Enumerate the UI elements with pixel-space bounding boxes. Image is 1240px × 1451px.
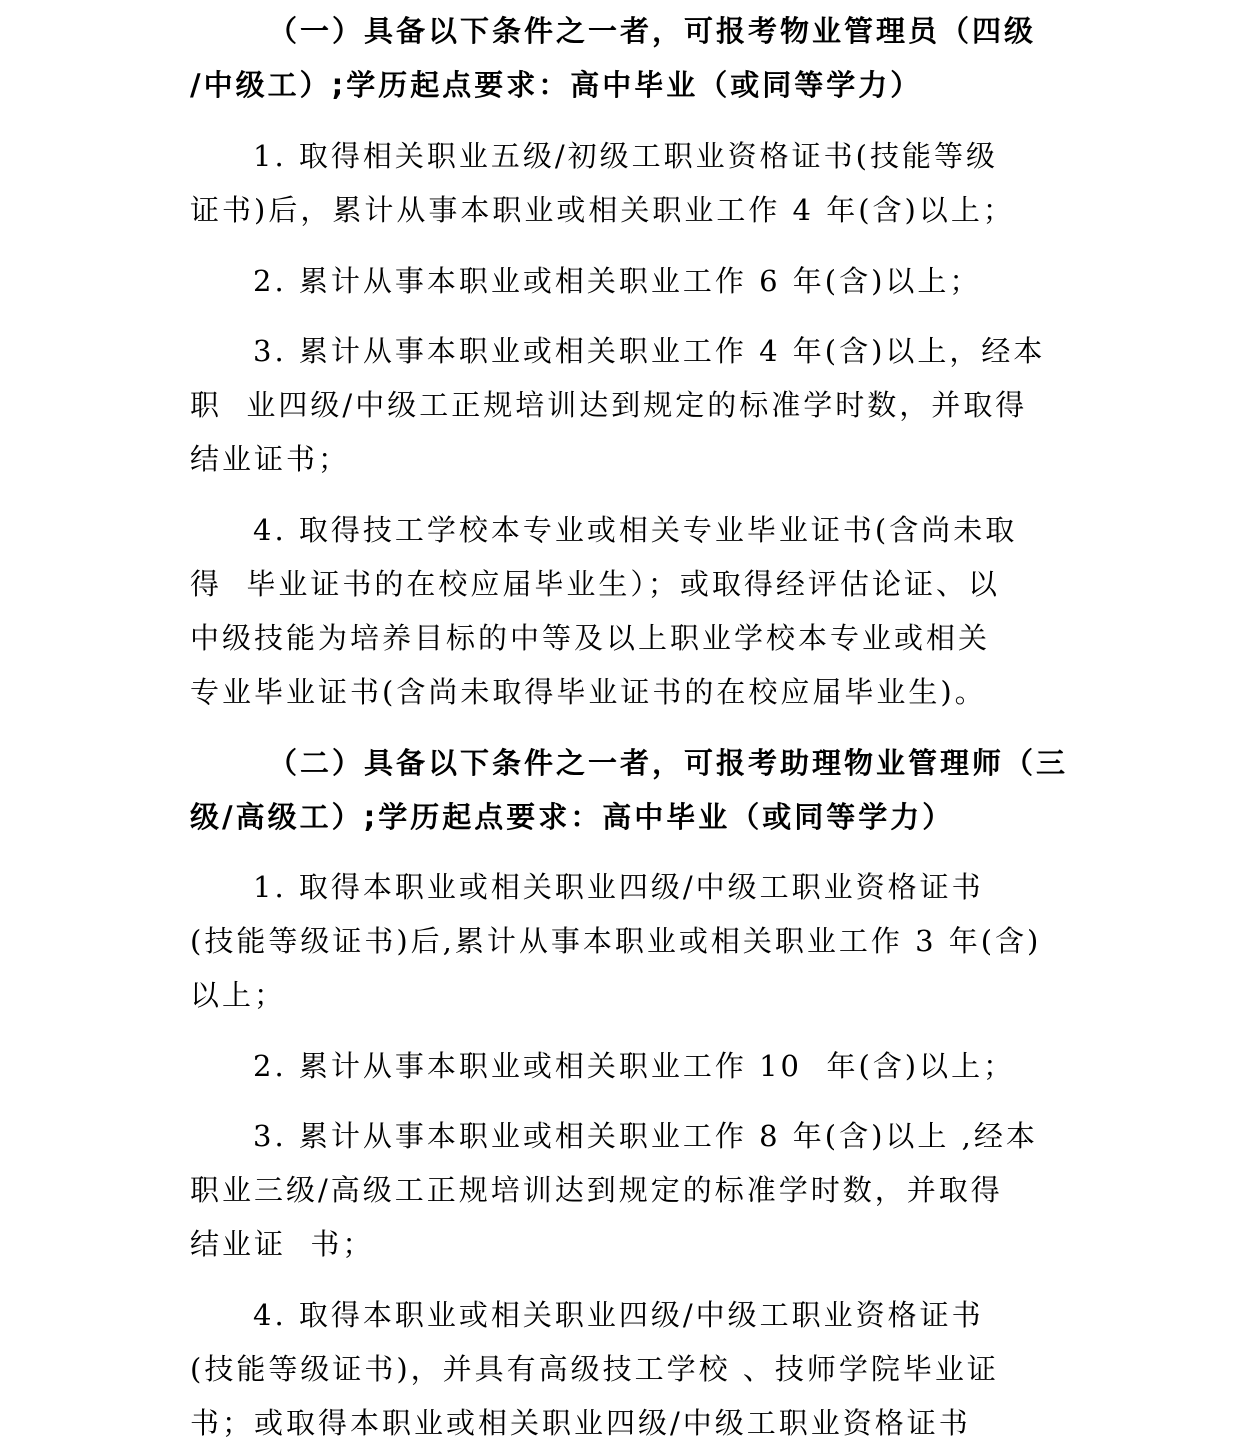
section2-heading-line2: 级/高级工）;学历起点要求：高中毕业（或同等学力） [190,800,955,834]
section2-item4-line2: (技能等级证书)，并具有高级技工学校 、技师学院毕业证 [190,1352,999,1386]
section1-item4-line1: 4. 取得技工学校本专业或相关专业毕业证书(含尚未取 [253,513,1018,547]
section2-item3-line2: 职业三级/高级工正规培训达到规定的标准学时数，并取得 [190,1173,1003,1207]
section1-item4-line4: 专业毕业证书(含尚未取得毕业证书的在校应届毕业生)。 [190,675,987,709]
section1-item3-line1: 3. 累计从事本职业或相关职业工作 4 年(含)以上，经本 [253,334,1046,368]
section1-item4-line3: 中级技能为培养目标的中等及以上职业学校本专业或相关 [190,621,991,655]
section2-heading-line1: （二）具备以下条件之一者，可报考助理物业管理师（三 [268,746,1069,780]
section2-item4-line1: 4. 取得本职业或相关职业四级/中级工职业资格证书 [253,1298,984,1332]
section2-item4-line3: 书；或取得本职业或相关职业四级/中级工职业资格证书 [190,1406,971,1440]
section1-item4-line2: 得 毕业证书的在校应届毕业生）；或取得经评估论证、以 [190,567,1000,601]
section2-item2-line1: 2. 累计从事本职业或相关职业工作 10 年(含)以上； [253,1049,1016,1083]
section2-item3-line3: 结业证 书； [190,1227,375,1261]
section1-heading-line1: （一）具备以下条件之一者，可报考物业管理员（四级 [268,14,1037,48]
section1-item1-line1: 1. 取得相关职业五级/初级工职业资格证书(技能等级 [253,139,998,173]
section2-item1-line3: 以上； [190,978,287,1012]
section1-item1-line2: 证书)后，累计从事本职业或相关职业工作 4 年(含)以上； [190,193,1015,227]
section2-item3-line1: 3. 累计从事本职业或相关职业工作 8 年(含)以上 ,经本 [253,1119,1038,1153]
section2-item1-line1: 1. 取得本职业或相关职业四级/中级工职业资格证书 [253,870,984,904]
section1-item2-line1: 2. 累计从事本职业或相关职业工作 6 年(含)以上； [253,264,982,298]
section1-item3-line3: 结业证书； [190,442,351,476]
section2-item1-line2: (技能等级证书)后,累计从事本职业或相关职业工作 3 年(含) [190,924,1042,958]
section1-heading-line2: /中级工）;学历起点要求：高中毕业（或同等学力） [190,68,923,102]
section1-item3-line2: 职 业四级/中级工正规培训达到规定的标准学时数，并取得 [190,388,1028,422]
